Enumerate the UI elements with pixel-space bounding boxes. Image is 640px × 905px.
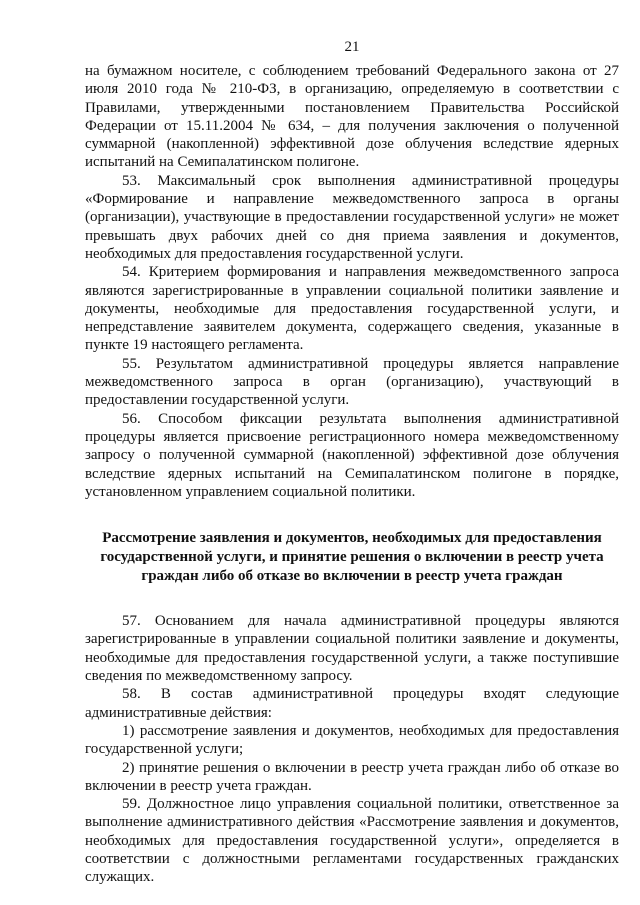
paragraph-57: 57. Основанием для начала административной процедуры являются зарегистрированные в управлении социальной политики заявление и документы, необходимые для предоставления государственной услуги, а также поступившие сведения по межведомственному запросу. xyxy=(85,613,619,685)
section-heading: Рассмотрение заявления и документов, необходимых для предоставления государственной услуги, и принятие решения о включении в реестр учета граждан либо об отказе во включении в реестр учета граждан xyxy=(100,530,604,585)
paragraph-58: 58. В состав административной процедуры входят следующие административные действия: xyxy=(85,686,619,721)
paragraph-53: 53. Максимальный срок выполнения административной процедуры «Формирование и направление межведомственного запроса в органы (организации), участвующие в предоставлении государственной услуги» не может превышать двух рабочих дней со дня приема заявления и документов, необходимых для предоставления государственной услуги. xyxy=(85,172,619,262)
paragraph-continuation: на бумажном носителе, с соблюдением требований Федерального закона от 27 июля 2010 года № 210-ФЗ, в организацию, определяемую в соответствии с Правилами, утвержденными постановлением Правительства Российской Федерации от 15.11.2004 № 634, – для получения заключения о полученной суммарной (накопленной) эффективной дозе облучения вследствие ядерных испытаний на Семипалатинском полигоне. xyxy=(85,63,619,171)
paragraph-59: 59. Должностное лицо управления социальной политики, ответственное за выполнение административного действия «Рассмотрение заявления и документов, необходимых для предоставления государственной услуги», определяется в соответствии с должностными регламентами государственных гражданских служащих. xyxy=(85,796,619,886)
page-number: 21 xyxy=(344,39,360,55)
paragraph-55: 55. Результатом административной процедуры является направление межведомственного запроса в орган (организацию), участвующий в предоставлении государственной услуги. xyxy=(85,355,619,409)
paragraph-54: 54. Критерием формирования и направления межведомственного запроса являются зарегистрированные в управлении социальной политики заявление и документы, необходимые для предоставления государственной услуги, и непредставление заявителем документа, содержащего сведения, указанные в пункте 19 настоящего регламента. xyxy=(85,264,619,354)
list-item-1: 1) рассмотрение заявления и документов, необходимых для предоставления государственной услуги; xyxy=(85,722,619,758)
list-item-2: 2) принятие решения о включении в реестр учета граждан либо об отказе во включении в реестр учета граждан. xyxy=(85,759,619,794)
paragraph-56: 56. Способом фиксации результата выполнения административной процедуры является присвоение регистрационного номера межведомственному запросу о полученной суммарной (накопленной) эффективной дозе облучения вследствие ядерных испытаний на Семипалатинском полигоне в порядке, установленном управлением социальной политики. xyxy=(85,410,619,500)
document-page xyxy=(85,38,619,887)
